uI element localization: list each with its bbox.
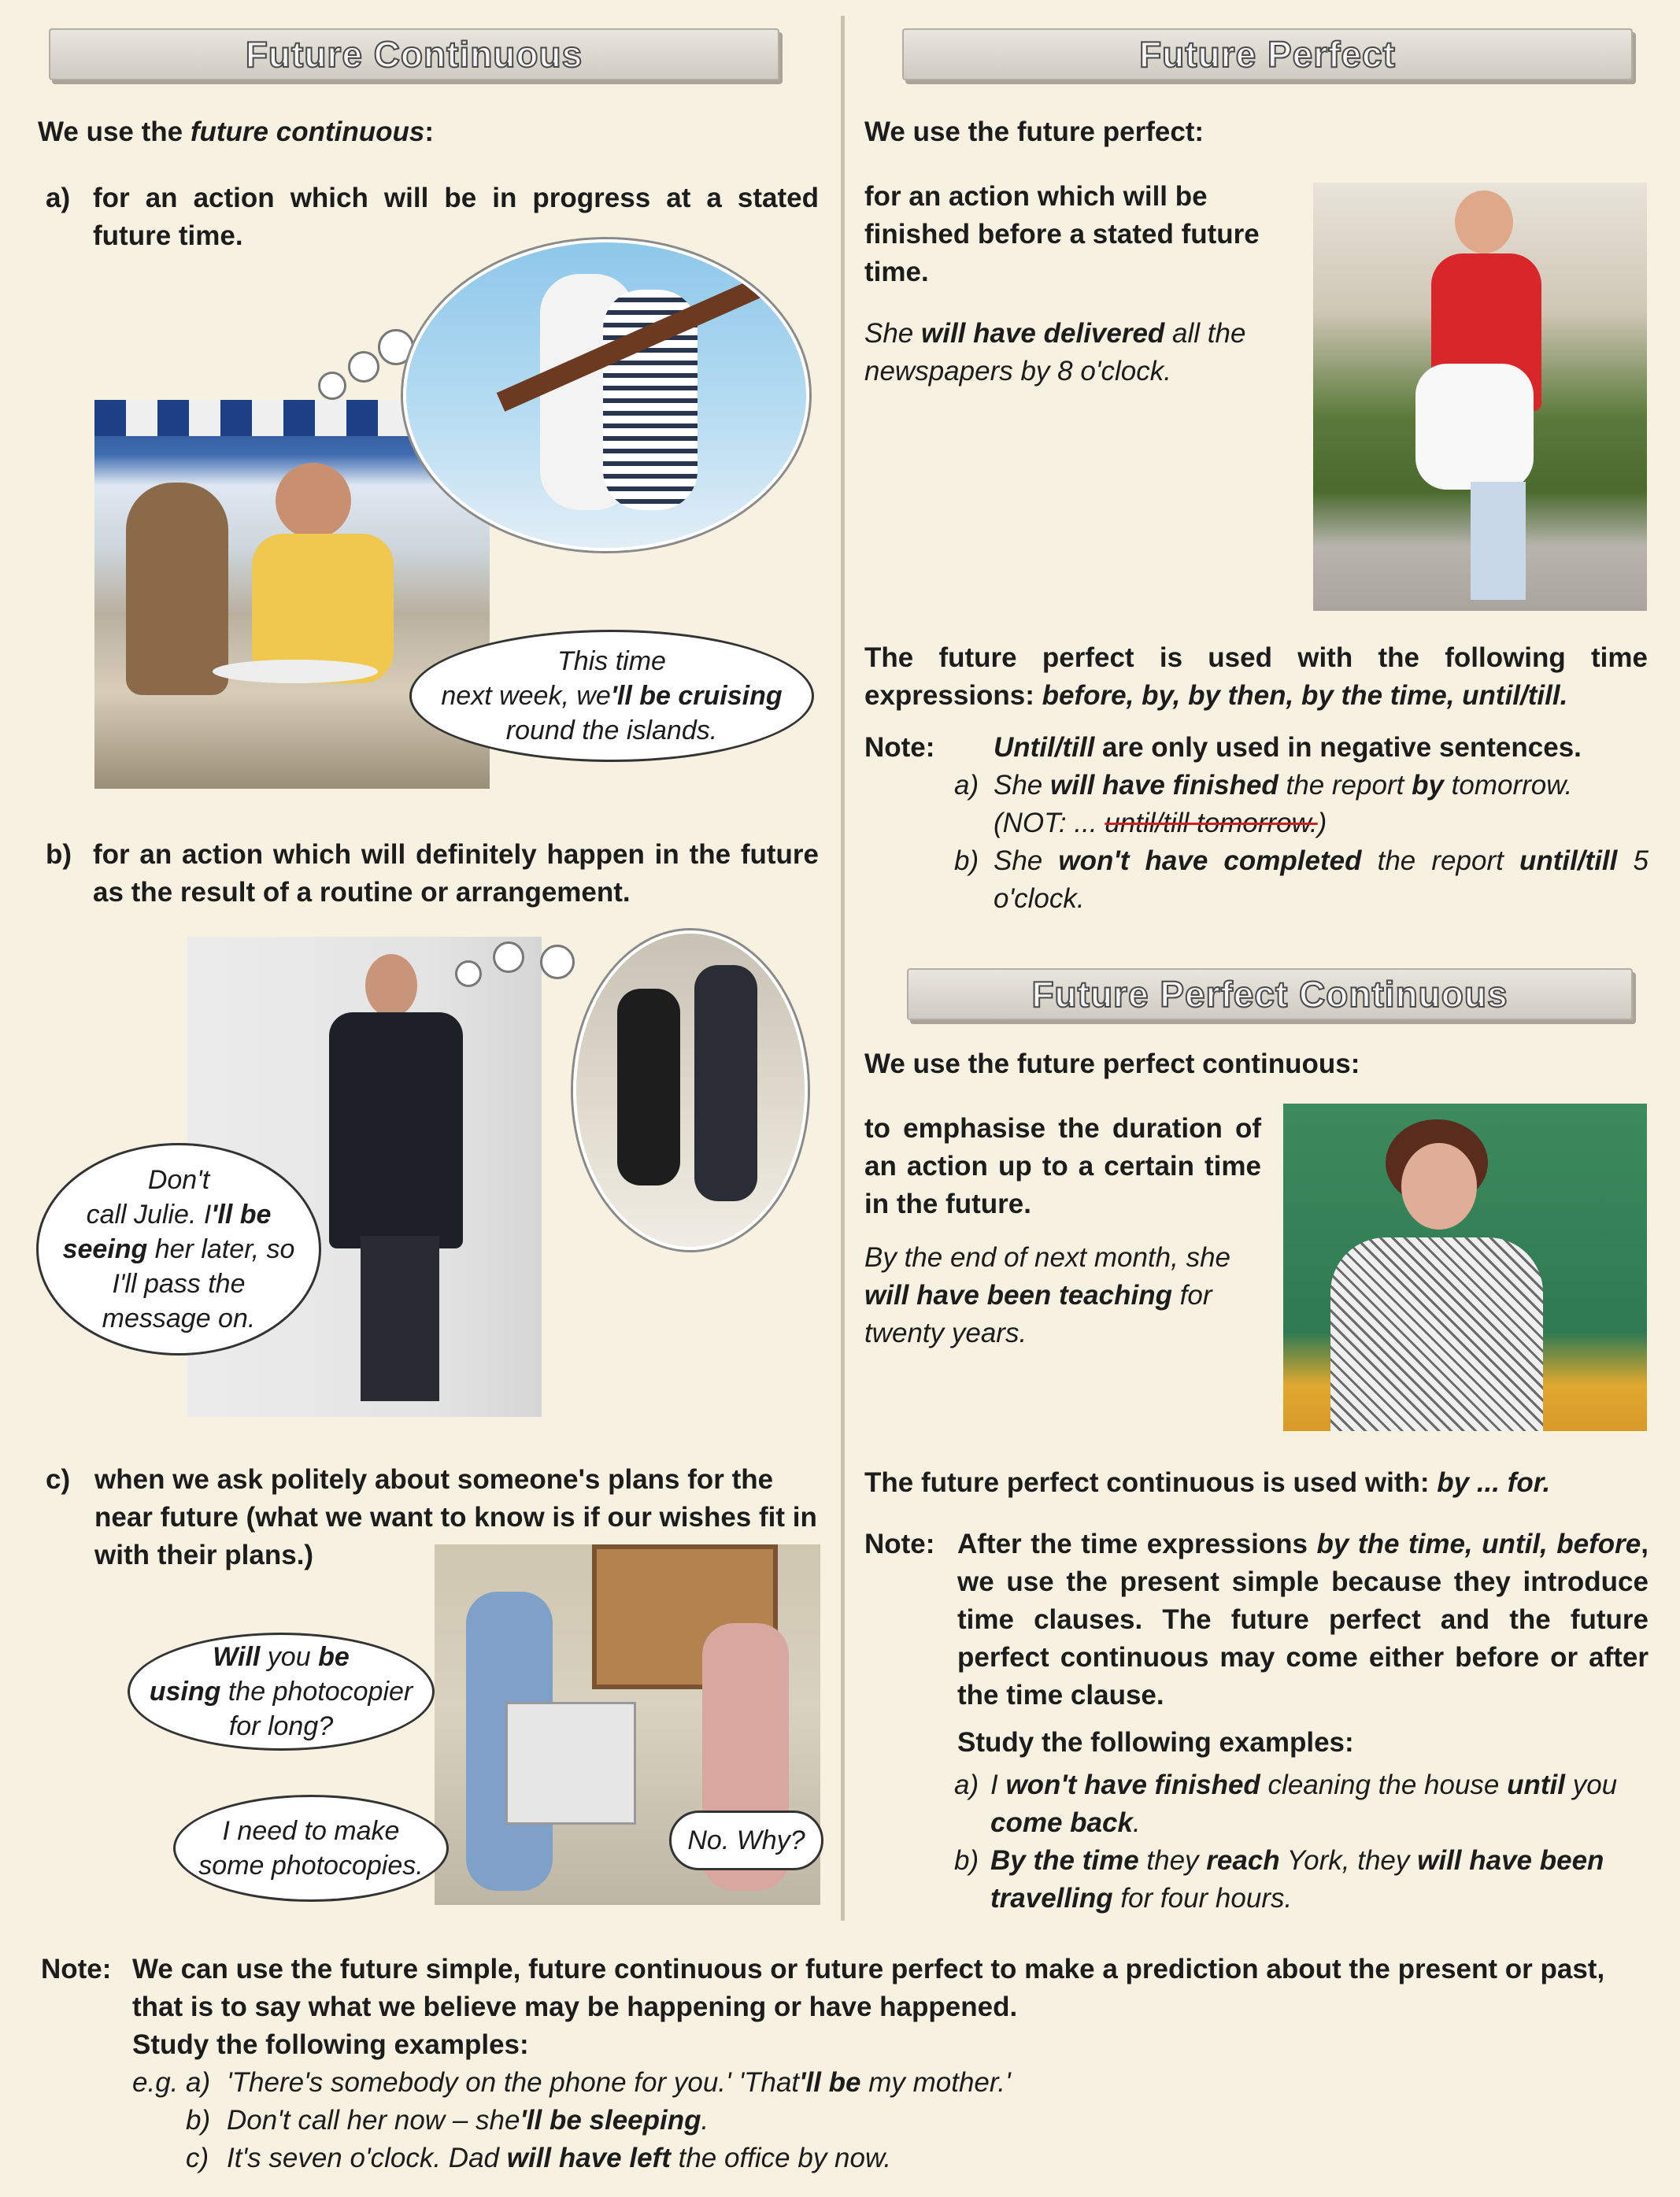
right-example-b-marker: b) (954, 1845, 979, 1876)
continuous-used-with: The future perfect continuous is used with: by ... for. (864, 1467, 1551, 1498)
thought-dot-small (455, 960, 482, 987)
future-perfect-use: for an action which will be finished before a stated future time. (864, 181, 1260, 287)
note-label: Note: (864, 732, 935, 763)
future-perfect-example: She will have delivered all the newspapers by 8 o'clock. (864, 318, 1246, 387)
woman-figure (126, 483, 228, 695)
bottom-example-c-marker: c) (186, 2143, 209, 2173)
teacher-face (1401, 1143, 1477, 1230)
man-head (276, 463, 351, 538)
future-perfect-continuous-use: to emphasise the duration of an action up to a certain time in the future. (864, 1113, 1261, 1219)
use-b-marker: b) (46, 839, 72, 870)
man-suit (329, 1012, 463, 1248)
bottom-example-a: 'There's somebody on the phone for you.' 'That'll be my mother.' (227, 2067, 1011, 2098)
use-c-marker: c) (46, 1464, 71, 1495)
note-text: Until/till are only used in negative sentences. (994, 732, 1582, 763)
photocopies-bubble: I need to make some photocopies. (173, 1795, 449, 1902)
bottom-note-label: Note: (41, 1954, 112, 1984)
bottom-example-b-marker: b) (186, 2105, 211, 2136)
newspaper-girl-photo (1313, 183, 1647, 611)
julie-speech-bubble: Don't call Julie. I'll be seeing her later, so I'll pass the message on. (36, 1143, 321, 1356)
cruising-speech-bubble: This time next week, we'll be cruising round the islands. (409, 630, 814, 762)
use-a-marker: a) (46, 183, 71, 213)
teacher-dress (1330, 1237, 1543, 1431)
future-continuous-intro: We use the future continuous: (38, 117, 434, 147)
woman-figure (617, 989, 680, 1185)
note2-label: Note: (864, 1529, 935, 1559)
use-b-text: for an action which will definitely happen in the future as the result of a routine or arrangement. (93, 839, 819, 908)
girl-jeans (1471, 482, 1526, 600)
right-study-examples: Study the following examples: (957, 1727, 1354, 1758)
table (213, 660, 378, 683)
note-example-b: She won't have completed the report until/till 5 o'clock. (994, 845, 1649, 914)
teacher-photo (1283, 1104, 1647, 1431)
photocopier-question-bubble: Will you be using the photocopier for long? (128, 1633, 435, 1751)
bottom-note-text: We can use the future simple, future continuous or future perfect to make a prediction about the present or past, that is to say what we believe may be happening or have happened. (132, 1954, 1605, 2022)
right-example-b: By the time they reach York, they will have been travelling for four hours. (990, 1845, 1604, 1914)
man-head (365, 954, 417, 1017)
note-example-b-marker: b) (954, 845, 979, 876)
couple-walking-photo (573, 930, 808, 1250)
column-divider (841, 16, 845, 1921)
note2-text: After the time expressions by the time, until, before, we use the present simple because they introduce time clauses. The future perfect and the future perfect continuous may come either before or after the time clause. (957, 1529, 1649, 1711)
right-example-a: I won't have finished cleaning the house until you come back. (990, 1770, 1618, 1838)
bottom-eg: e.g. (132, 2067, 179, 2098)
photocopier (505, 1702, 636, 1825)
future-perfect-continuous-banner: Future Perfect Continuous (907, 968, 1633, 1020)
note-example-a: She will have finished the report by tomorrow. (994, 770, 1573, 801)
bottom-example-a-marker: a) (186, 2067, 211, 2098)
note-example-a-marker: a) (954, 770, 979, 801)
newspaper-bag (1415, 364, 1534, 490)
note-not-example: (NOT: ... until/till tomorrow.) (994, 808, 1327, 838)
man-figure (694, 965, 757, 1201)
future-perfect-intro: We use the future perfect: (864, 117, 1204, 147)
thought-dot-large (540, 945, 575, 979)
future-perfect-continuous-example: By the end of next month, she will have been teaching for twenty years. (864, 1242, 1231, 1348)
man-legs (361, 1236, 439, 1401)
use-c-text: when we ask politely about someone's plans for the near future (what we want to know is if our wishes fit in with their plans.) (94, 1464, 817, 1570)
thought-dot-small (318, 372, 346, 400)
thought-dot-medium (348, 351, 379, 383)
future-perfect-continuous-intro: We use the future perfect continuous: (864, 1049, 1360, 1079)
right-example-a-marker: a) (954, 1770, 979, 1800)
use-a-text: for an action which will be in progress at a stated future time. (93, 183, 819, 251)
thought-dot-medium (493, 941, 524, 973)
future-perfect-banner: Future Perfect (902, 28, 1633, 80)
bottom-study-examples: Study the following examples: (132, 2029, 529, 2060)
cruise-couple-photo (403, 239, 809, 551)
girl-head (1455, 190, 1513, 253)
no-why-bubble: No. Why? (669, 1810, 823, 1870)
future-continuous-banner: Future Continuous (49, 28, 779, 80)
bottom-example-b: Don't call her now – she'll be sleeping. (227, 2105, 709, 2136)
time-expressions: The future perfect is used with the following time expressions: before, by, by then, by the time, until/till. (864, 642, 1648, 711)
bottom-example-c: It's seven o'clock. Dad will have left the office by now. (227, 2143, 892, 2173)
